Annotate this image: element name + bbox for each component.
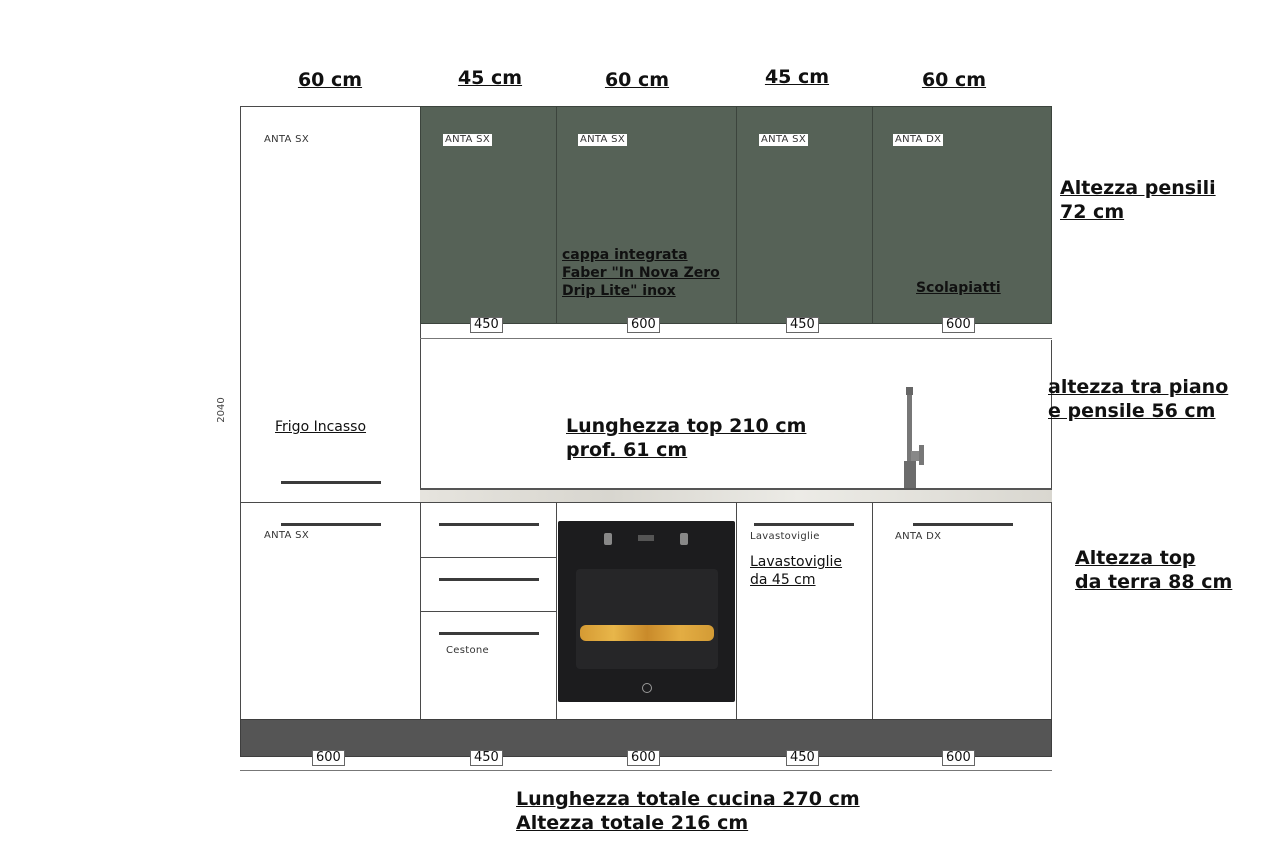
wall-cabinet-2-tag: ANTA SX: [580, 134, 625, 145]
oven-control-knob-left: [604, 533, 612, 545]
oven-window: [576, 569, 718, 669]
drawer-3-handle: [439, 632, 539, 635]
drawer-1: [421, 503, 556, 558]
wall-cabinet-hood: [556, 106, 737, 324]
base-right-tag: ANTA DX: [895, 531, 942, 542]
tall-fridge-unit: [240, 106, 421, 503]
base-tall-lower: [240, 502, 421, 720]
wall-cabinet-3: [736, 106, 873, 324]
wall-dim-4: 600: [942, 317, 975, 333]
oven-control-knob-right: [680, 533, 688, 545]
drawer-unit: [420, 502, 557, 720]
oven-display: [638, 535, 654, 541]
worktop-note: Lunghezza top 210 cm prof. 61 cm: [566, 415, 807, 461]
wall-dim-line: [420, 338, 1052, 339]
oven-logo-icon: [642, 683, 652, 693]
wall-cabinet-1: [420, 106, 557, 324]
base-right-handle: [913, 523, 1013, 526]
wall-cabinet-3-tag: ANTA SX: [761, 134, 806, 145]
width-label-col5: 60 cm: [921, 69, 987, 91]
base-dim-2: 450: [470, 750, 503, 766]
drawer-3: [421, 612, 556, 719]
width-label-col3: 60 cm: [604, 69, 670, 91]
wall-cabinet-1-tag: ANTA SX: [445, 134, 490, 145]
oven: [558, 521, 735, 702]
wall-cabinet-4-tag: ANTA DX: [895, 134, 942, 145]
top-height-note: Altezza top da terra 88 cm: [1075, 547, 1233, 593]
hood-note: cappa integrata Faber "In Nova Zero Drip Lite" inox: [562, 247, 720, 299]
dish-rack-note: Scolapiatti: [916, 280, 1001, 296]
base-dim-3: 600: [627, 750, 660, 766]
wall-cabinet-dryer: [872, 106, 1052, 324]
fridge-label: Frigo Incasso: [275, 419, 367, 435]
width-label-col4: 45 cm: [764, 66, 830, 88]
drawer-2-handle: [439, 578, 539, 581]
width-label-col2: 45 cm: [457, 67, 523, 89]
tall-unit-door-tag: ANTA SX: [264, 134, 309, 145]
base-dim-4: 450: [786, 750, 819, 766]
dishwasher-note: Lavastoviglie da 45 cm: [750, 554, 843, 588]
total-dimensions-note: Lunghezza totale cucina 270 cm Altezza totale 216 cm: [516, 788, 860, 834]
base-dim-1: 600: [312, 750, 345, 766]
drawer-tag: Cestone: [446, 645, 489, 656]
base-right-unit: [872, 502, 1052, 720]
wall-height-note: Altezza pensili 72 cm: [1060, 177, 1216, 223]
wall-dim-2: 600: [627, 317, 660, 333]
gap-height-note: altezza tra piano e pensile 56 cm: [1048, 376, 1229, 422]
base-dim-line: [240, 770, 1052, 771]
drawer-2: [421, 558, 556, 612]
dishwasher-handle: [754, 523, 854, 526]
dishwasher-tag: Lavastoviglie: [750, 531, 820, 542]
oven-food-tray: [580, 625, 714, 641]
tall-height-dim: 2040: [216, 397, 227, 423]
faucet-icon: [895, 385, 935, 490]
dishwasher-unit: [736, 502, 873, 720]
base-tall-tag: ANTA SX: [264, 530, 309, 541]
wall-dim-1: 450: [470, 317, 503, 333]
fridge-handle: [281, 481, 381, 484]
drawer-1-handle: [439, 523, 539, 526]
width-label-col1: 60 cm: [297, 69, 363, 91]
base-dim-5: 600: [942, 750, 975, 766]
base-tall-handle: [281, 523, 381, 526]
oven-unit: [556, 502, 737, 720]
wall-dim-3: 450: [786, 317, 819, 333]
